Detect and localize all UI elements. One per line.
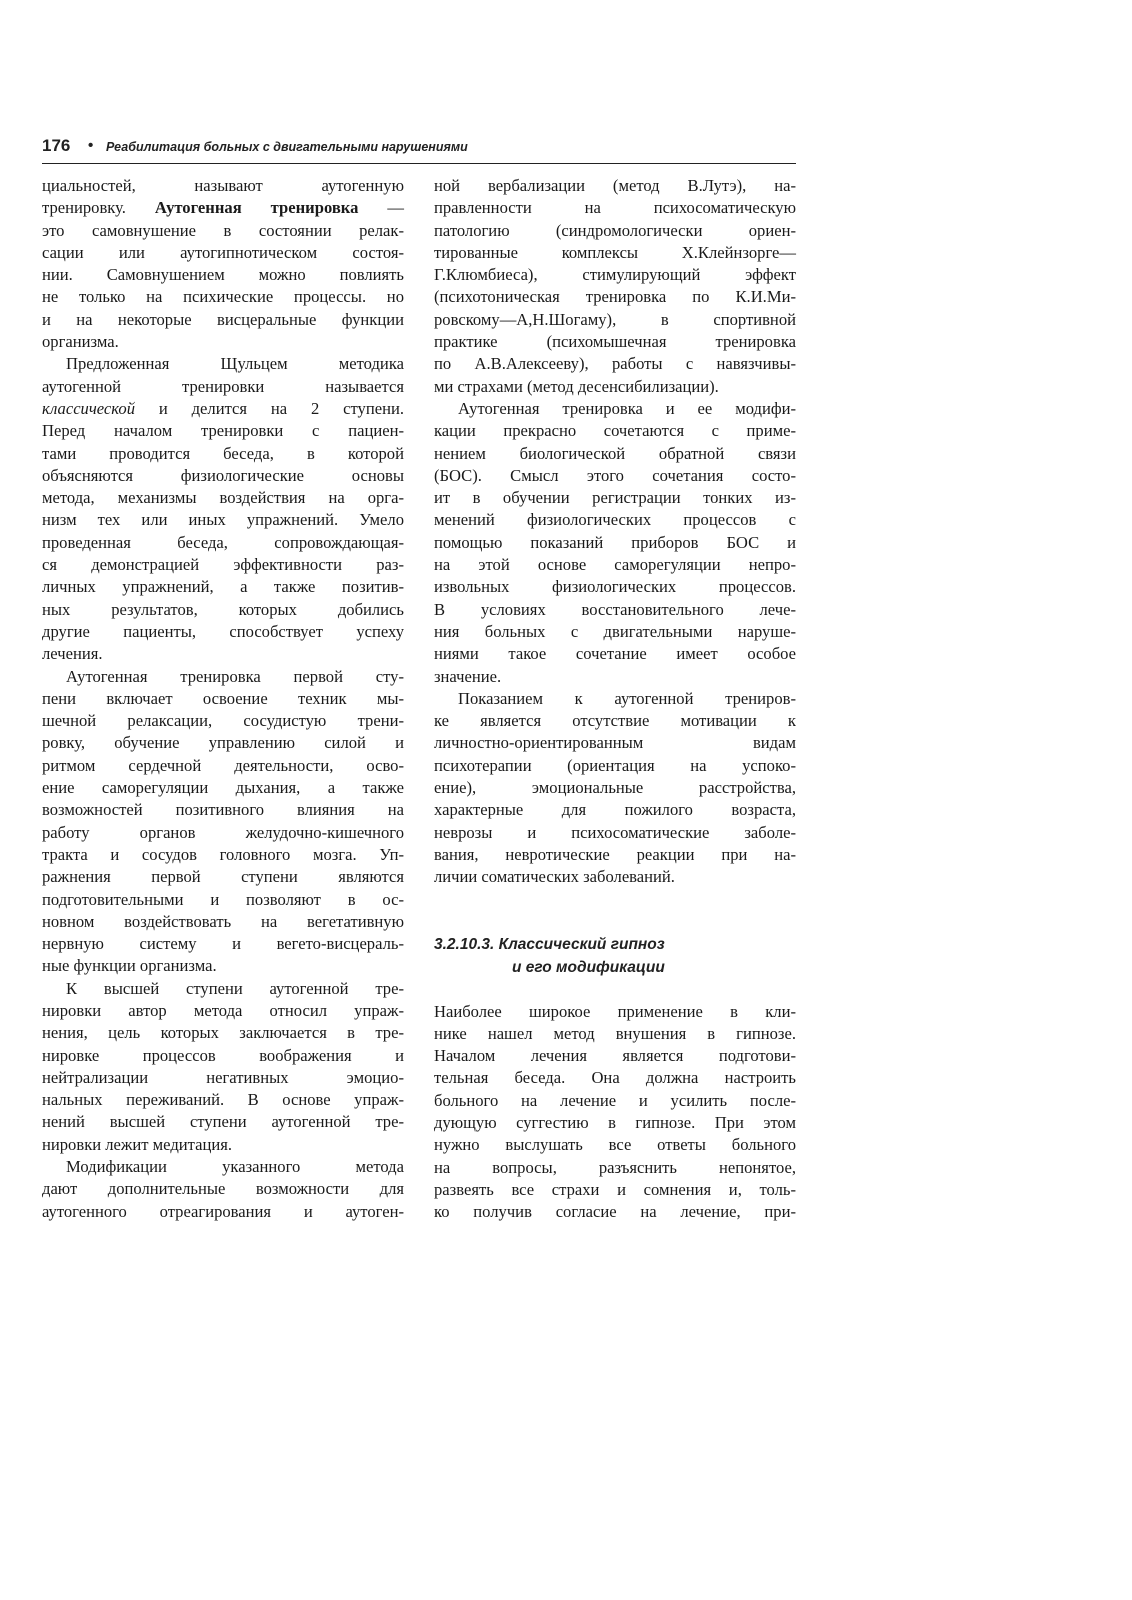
text-fragment: лечения. [42, 644, 103, 664]
text-line [434, 732, 796, 754]
text-fragment: нальных переживаний. В основе упраж- [42, 1090, 404, 1110]
text-line [42, 443, 404, 465]
text-line [42, 621, 404, 643]
text-fragment: больного на лечение и усилить после- [434, 1090, 796, 1110]
text-line [434, 866, 796, 888]
heading-spacer [434, 979, 796, 1001]
text-fragment: нировки автор метода относил упраж- [42, 1000, 404, 1020]
text-fragment: Предложенная Щульцем методика [66, 354, 404, 374]
text-line [434, 554, 796, 576]
text-fragment: Г.Клюмбиеса), стимулирующий эффект [434, 265, 796, 285]
text-fragment: Модификации указанного метода [66, 1157, 404, 1177]
text-line [434, 532, 796, 554]
right-column-body-top [434, 175, 796, 889]
text-fragment: ение саморегуляции дыхания, а также [42, 778, 404, 798]
text-fragment: Наиболее широкое применение в кли- [434, 1001, 796, 1021]
section-spacer [434, 889, 796, 933]
text-line [434, 1023, 796, 1045]
text-fragment: нейтрализации негативных эмоцио- [42, 1067, 404, 1087]
text-line [434, 220, 796, 242]
text-line [42, 599, 404, 621]
text-line [42, 799, 404, 821]
text-fragment: ниями такое сочетание имеет особое [434, 644, 796, 664]
text-line [42, 398, 404, 420]
section-heading-line-2: и его модификации [512, 958, 665, 976]
text-line [434, 621, 796, 643]
text-fragment: ит в обучении регистрации тонких из- [434, 488, 796, 508]
text-line [42, 1111, 404, 1133]
text-line [434, 777, 796, 799]
text-fragment: Аутогенная тренировка первой сту- [66, 666, 404, 686]
text-fragment: ной вербализации (метод В.Лутэ), на- [434, 176, 796, 195]
text-fragment: ко получив согласие на лечение, при- [434, 1202, 796, 1222]
text-fragment: циальностей, называют аутогенную [42, 176, 404, 195]
text-line [42, 1000, 404, 1022]
text-line [434, 1001, 796, 1023]
text-fragment: другие пациенты, способствует успеху [42, 621, 404, 641]
text-line [434, 1157, 796, 1179]
text-line [42, 777, 404, 799]
text-line [434, 710, 796, 732]
text-fragment: тренировку. [42, 198, 155, 218]
text-line [42, 532, 404, 554]
text-line [42, 420, 404, 442]
text-line [434, 1134, 796, 1156]
text-fragment: практике (психомышечная тренировка [434, 332, 796, 352]
italic-term: классической [42, 398, 136, 418]
text-fragment: (БОС). Смысл этого сочетания состо- [434, 465, 796, 485]
text-line [434, 509, 796, 531]
text-line [42, 1067, 404, 1089]
text-fragment: помощью показаний приборов БОС и [434, 532, 796, 552]
text-line [42, 220, 404, 242]
text-fragment: нии. Самовнушением можно повлиять [42, 265, 404, 285]
text-fragment: ритмом сердечной деятельности, осво- [42, 755, 404, 775]
text-line [42, 309, 404, 331]
text-fragment: психотерапии (ориентация на успоко- [434, 755, 796, 775]
page-number: 176 [42, 136, 71, 155]
text-fragment: кации прекрасно сочетаются с приме- [434, 421, 796, 441]
text-fragment: организма. [42, 332, 119, 352]
text-fragment: на этой основе саморегуляции непро- [434, 555, 796, 575]
text-line [434, 1045, 796, 1067]
text-fragment: (психотоническая тренировка по К.И.Ми- [434, 287, 796, 307]
text-fragment: нением биологической обратной связи [434, 443, 796, 463]
text-fragment: вания, невротические реакции при на- [434, 844, 796, 864]
text-line [42, 688, 404, 710]
text-fragment: неврозы и психосоматические заболе- [434, 822, 796, 842]
text-fragment: нировке процессов воображения и [42, 1045, 404, 1065]
text-line [434, 309, 796, 331]
text-fragment: нервную систему и вегето-висцераль- [42, 934, 404, 954]
text-fragment: новном воздействовать на вегетативную [42, 911, 404, 931]
text-fragment: ния больных с двигательными наруше- [434, 621, 796, 641]
text-line [434, 844, 796, 866]
text-line [434, 465, 796, 487]
text-line [434, 286, 796, 308]
text-fragment: дующую суггестию в гипнозе. При этом [434, 1112, 796, 1132]
section-heading-line-1: 3.2.10.3. Классический гипноз [434, 935, 665, 953]
text-fragment: ровку, обучение управлению силой и [42, 733, 404, 753]
text-line [42, 1201, 404, 1223]
text-fragment: тированные комплексы Х.Клейнзорге— [434, 242, 796, 262]
text-line [42, 955, 404, 977]
text-fragment: проведенная беседа, сопровождающая- [42, 532, 404, 552]
text-fragment: возможностей позитивного влияния на [42, 800, 404, 820]
text-line [434, 576, 796, 598]
running-title: Реабилитация больных с двигательными нарушениями [106, 140, 468, 154]
header-bullet: • [88, 137, 94, 154]
text-fragment: значение. [434, 666, 502, 686]
text-line [42, 710, 404, 732]
text-line [434, 487, 796, 509]
text-line [42, 576, 404, 598]
text-line [434, 1179, 796, 1201]
text-fragment: ных результатов, которых добились [42, 599, 404, 619]
text-fragment: патологию (синдромологически ориен- [434, 220, 796, 240]
text-fragment: Перед началом тренировки с пациен- [42, 421, 404, 441]
text-line [42, 1156, 404, 1178]
text-line [42, 755, 404, 777]
text-line [434, 799, 796, 821]
text-line [434, 1112, 796, 1134]
text-line [42, 666, 404, 688]
text-fragment: и на некоторые висцеральные функции [42, 309, 404, 329]
right-column-body-bottom [434, 1001, 796, 1224]
text-line [434, 420, 796, 442]
text-fragment: работу органов желудочно-кишечного [42, 822, 404, 842]
text-fragment: дают дополнительные возможности для [42, 1179, 404, 1199]
text-line [42, 1022, 404, 1044]
text-fragment: К высшей ступени аутогенной тре- [66, 978, 404, 998]
text-fragment: тракта и сосудов головного мозга. Уп- [42, 844, 404, 864]
text-fragment: по А.В.Алексееву), работы с навязчивы- [434, 354, 796, 374]
text-fragment: ровскому—А,Н.Шогаму), в спортивной [434, 309, 796, 329]
text-line [42, 376, 404, 398]
text-fragment: Показанием к аутогенной трениров- [458, 688, 796, 708]
text-fragment: ные функции организма. [42, 956, 217, 976]
text-line [42, 286, 404, 308]
text-line [434, 242, 796, 264]
text-line [434, 643, 796, 665]
text-fragment: объясняются физиологические основы [42, 465, 404, 485]
text-fragment: Началом лечения является подготови- [434, 1046, 796, 1066]
text-line [434, 376, 796, 398]
text-line [42, 331, 404, 353]
text-line [434, 175, 796, 197]
text-line [42, 487, 404, 509]
text-fragment: извольных физиологических процессов. [434, 577, 796, 597]
text-line [434, 599, 796, 621]
text-line [42, 866, 404, 888]
text-fragment: подготовительными и позволяют в ос- [42, 889, 404, 909]
text-line [42, 822, 404, 844]
text-fragment: — [358, 198, 404, 218]
text-line [42, 643, 404, 665]
text-fragment: не только на психические процессы. но [42, 287, 404, 307]
text-fragment: нений высшей ступени аутогенной тре- [42, 1112, 404, 1132]
text-line [42, 465, 404, 487]
text-fragment: сации или аутогипнотическом состоя- [42, 242, 404, 262]
text-fragment: В условиях восстановительного лече- [434, 599, 796, 619]
text-line [42, 978, 404, 1000]
text-line [42, 911, 404, 933]
text-line [42, 197, 404, 219]
text-line [42, 933, 404, 955]
text-line [434, 1201, 796, 1223]
text-fragment: развеять все страхи и сомнения и, толь- [434, 1179, 796, 1199]
text-line [434, 1090, 796, 1112]
text-line [434, 666, 796, 688]
text-fragment: менений физиологических процессов с [434, 510, 796, 530]
text-fragment: тами проводится беседа, в которой [42, 443, 404, 463]
text-line [434, 688, 796, 710]
text-fragment: ке является отсутствие мотивации к [434, 711, 796, 731]
text-fragment: личностно-ориентированным видам [434, 733, 796, 753]
text-fragment: на вопросы, разъяснить непонятое, [434, 1157, 796, 1177]
text-line [42, 1045, 404, 1067]
text-line [42, 1089, 404, 1111]
left-text-column [42, 175, 404, 1223]
text-fragment: личных упражнений, а также позитив- [42, 577, 404, 597]
text-fragment: шечной релаксации, сосудистую трени- [42, 711, 404, 731]
text-line [42, 554, 404, 576]
text-fragment: пени включает освоение техник мы- [42, 688, 404, 708]
text-fragment: и делится на 2 ступени. [135, 398, 404, 418]
text-line [42, 264, 404, 286]
right-text-column [434, 175, 796, 1223]
text-fragment: правленности на психосоматическую [434, 198, 796, 218]
text-line [434, 264, 796, 286]
text-fragment: тельная беседа. Она должна настроить [434, 1068, 796, 1088]
text-line [434, 1067, 796, 1089]
text-fragment: нике нашел метод внушения в гипнозе. [434, 1023, 796, 1043]
text-fragment: ми страхами (метод десенсибилизации). [434, 376, 719, 396]
text-fragment: аутогенной тренировки называется [42, 376, 404, 396]
text-line [42, 242, 404, 264]
text-line [434, 755, 796, 777]
text-line [434, 331, 796, 353]
text-fragment: Аутогенная тренировка и ее модифи- [458, 398, 796, 418]
text-line [42, 1134, 404, 1156]
text-fragment: ражнения первой ступени являются [42, 867, 404, 887]
text-fragment: ся демонстрацией эффективности раз- [42, 555, 404, 575]
text-line [42, 1178, 404, 1200]
text-fragment: низм тех или иных упражнений. Умело [42, 510, 404, 530]
text-line [42, 889, 404, 911]
text-line [42, 175, 404, 197]
text-line [434, 443, 796, 465]
bold-term: Аутогенная тренировка [154, 198, 359, 218]
text-fragment: личии соматических заболеваний. [434, 867, 675, 887]
text-fragment: ение), эмоциональные расстройства, [434, 778, 796, 798]
text-fragment: нировки лежит медитация. [42, 1134, 233, 1154]
running-header [42, 133, 796, 164]
text-line [42, 353, 404, 375]
text-fragment: это самовнушение в состоянии релак- [42, 220, 404, 240]
text-line [434, 822, 796, 844]
text-fragment: характерные для пожилого возраста, [434, 800, 796, 820]
text-line [42, 844, 404, 866]
text-line [434, 353, 796, 375]
text-line [42, 732, 404, 754]
text-line [434, 197, 796, 219]
text-fragment: метода, механизмы воздействия на орга- [42, 488, 404, 508]
text-fragment: аутогенного отреагирования и аутоген- [42, 1201, 404, 1221]
text-fragment: нужно выслушать все ответы больного [434, 1135, 796, 1155]
text-fragment: нения, цель которых заключается в тре- [42, 1023, 404, 1043]
text-line [42, 509, 404, 531]
text-line [434, 398, 796, 420]
